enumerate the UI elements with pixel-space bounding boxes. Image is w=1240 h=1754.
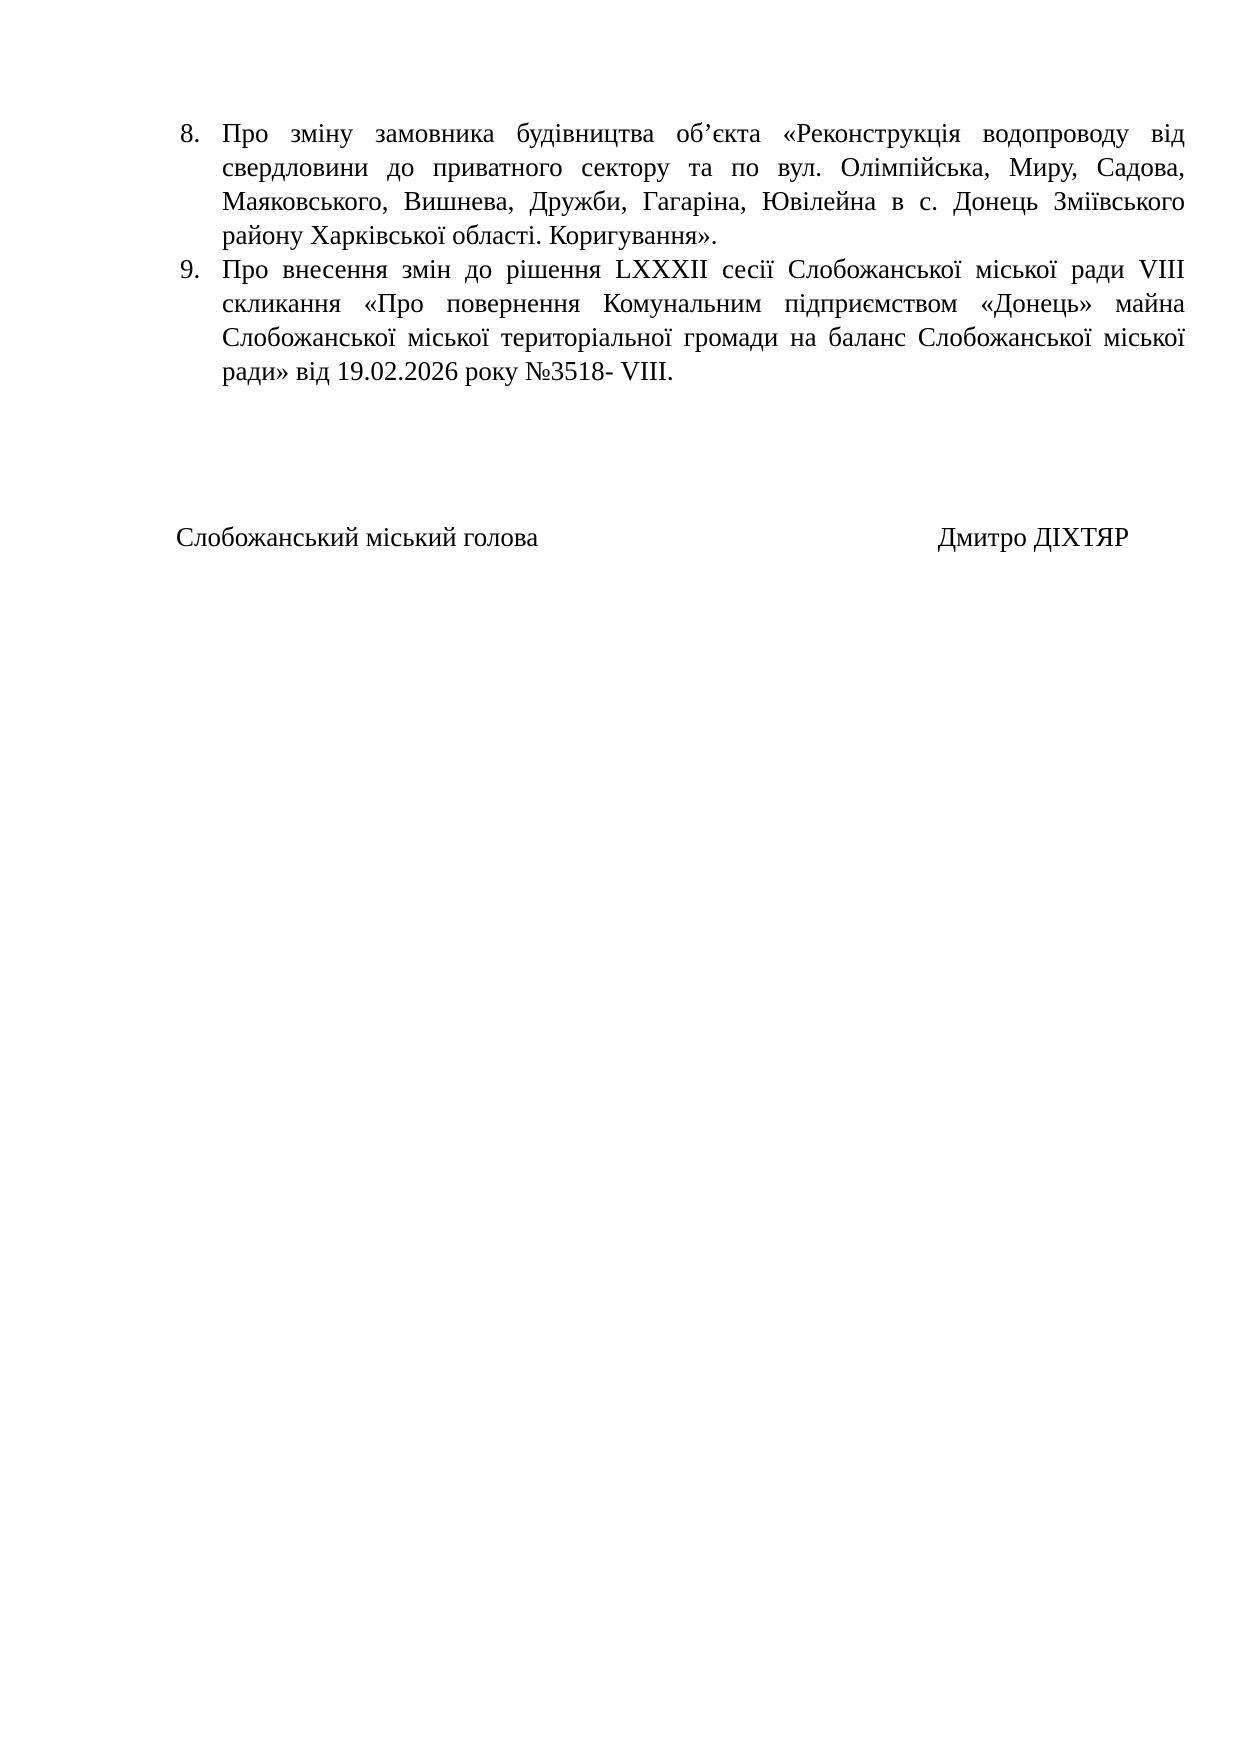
agenda-item-number: 9. xyxy=(180,254,201,284)
agenda-item-number: 8. xyxy=(180,118,201,148)
agenda-item-8 xyxy=(180,116,1185,252)
agenda-item-9 xyxy=(180,252,1185,388)
agenda-item-text: Про зміну замовника будівництва об’єкта «Реконструкція водопроводу від свердловини до приватного сектору та по вул. Олімпійська, Миру, Садова, Маяковського, Вишнева, Дружби, Гагаріна, Ювілейна в с. Донець Зміївського району Харківської області. Коригування». xyxy=(222,118,1185,250)
signature-title: Слобожанський міський голова xyxy=(176,522,539,552)
agenda-list xyxy=(180,116,1185,388)
agenda-item-text: Про внесення змін до рішення LXXXII сесії Слобожанської міської ради VIII скликання «Про повернення Комунальним підприємством «Донець» майна Слобожанської міської територіальної громади на баланс Слобожанської міської ради» від 19.02.2026 року №3518- VIII. xyxy=(222,254,1185,386)
signature-name: Дмитро ДІХТЯР xyxy=(937,522,1129,552)
